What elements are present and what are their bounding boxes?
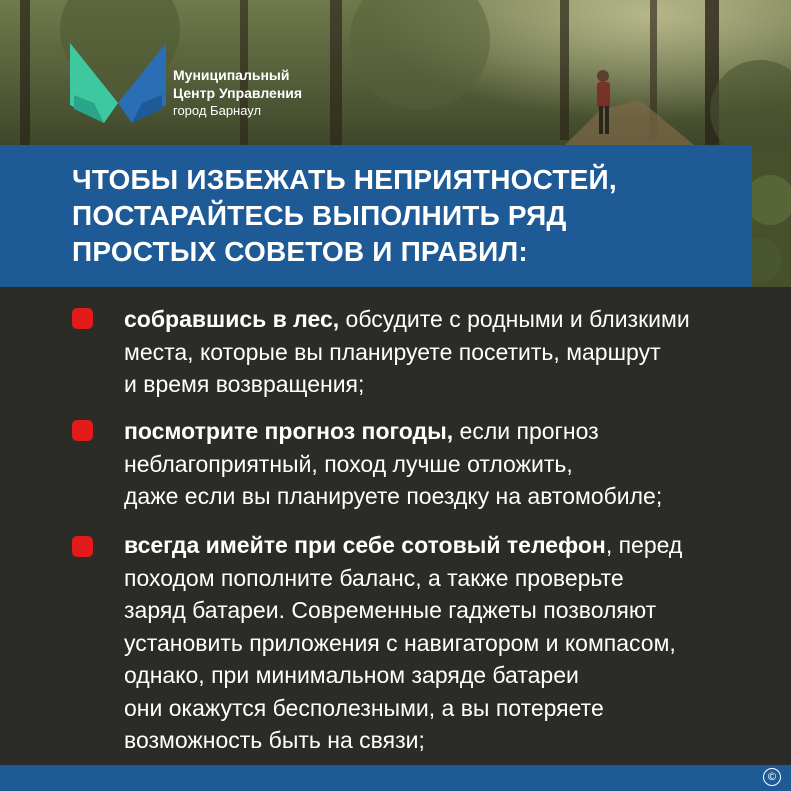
org-line-1: Муниципальный bbox=[173, 67, 290, 83]
tip-line: возможность быть на связи; bbox=[124, 727, 425, 753]
tip-rest: обсудите с родными и близкими bbox=[339, 306, 690, 332]
headline-line: ПРОСТЫХ СОВЕТОВ И ПРАВИЛ: bbox=[72, 236, 528, 267]
red-bullet-icon bbox=[72, 420, 93, 441]
headline-line: ПОСТАРАЙТЕСЬ ВЫПОЛНИТЬ РЯД bbox=[72, 200, 567, 231]
tip-rest: , перед bbox=[605, 532, 683, 558]
org-line-2: Центр Управления bbox=[173, 85, 303, 101]
tip-line: установить приложения с навигатором и компасом, bbox=[124, 629, 676, 656]
tip-line: походом пополните баланс, а также проверьте bbox=[124, 564, 624, 591]
tip-bold: посмотрите прогноз погоды, bbox=[124, 418, 454, 444]
organization-name bbox=[173, 66, 302, 120]
tip-line: даже если вы планируете поездку на автомобиле; bbox=[124, 483, 663, 509]
copyright-icon: © bbox=[763, 768, 781, 786]
tip-text bbox=[124, 529, 682, 757]
tip-bold: собравшись в лес, bbox=[124, 306, 340, 332]
tip-text bbox=[124, 415, 662, 513]
municipal-center-logo bbox=[70, 43, 166, 123]
red-bullet-icon bbox=[72, 308, 93, 329]
tip-line: и время возвращения; bbox=[124, 371, 365, 397]
tip-line: места, которые вы планируете посетить, маршрут bbox=[124, 338, 661, 365]
headline-line: ЧТОБЫ ИЗБЕЖАТЬ НЕПРИЯТНОСТЕЙ, bbox=[72, 164, 617, 195]
tip-line: заряд батареи. Современные гаджеты позволяют bbox=[124, 597, 657, 623]
footer-bar bbox=[0, 765, 791, 791]
tip-text bbox=[124, 303, 690, 401]
red-bullet-icon bbox=[72, 536, 93, 557]
tip-line: однако, при минимальном заряде батареи bbox=[124, 662, 579, 688]
headline bbox=[72, 162, 617, 270]
org-line-3: город Барнаул bbox=[173, 103, 262, 118]
tip-line: неблагоприятный, поход лучше отложить, bbox=[124, 450, 573, 477]
tip-rest: если прогноз bbox=[453, 418, 599, 444]
tip-line: они окажутся бесполезными, а вы потеряете bbox=[124, 694, 604, 721]
tip-bold: всегда имейте при себе сотовый телефон bbox=[124, 532, 606, 558]
